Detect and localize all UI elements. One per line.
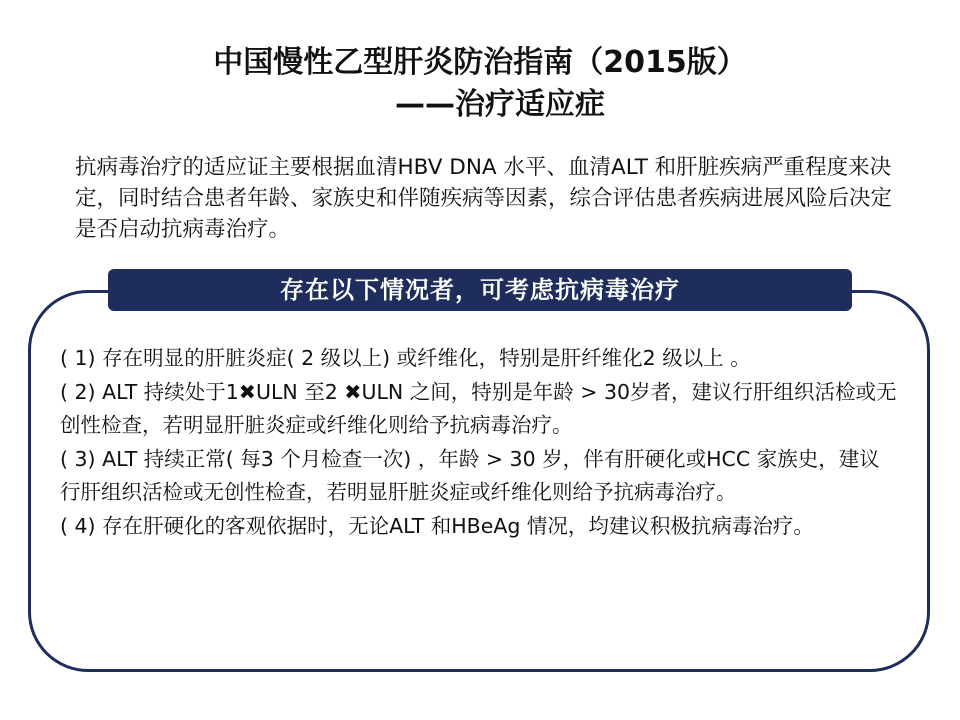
criteria-item-2: ( 2) ALT 持续处于1✖ULN 至2 ✖ULN 之间，特别是年龄 > 30岁者，建议行肝组织活检或无创性检查，若明显肝脏炎症或纤维化则给予抗病毒治疗。 — [60, 379, 897, 437]
criteria-item-1: ( 1) 存在明显的肝脏炎症( 2 级以上) 或纤维化，特别是肝纤维化2 级以上 。 — [60, 346, 751, 370]
criteria-banner: 存在以下情况者，可考虑抗病毒治疗 — [108, 269, 852, 311]
title-main: 中国慢性乙型肝炎防治指南（2015版） — [213, 45, 747, 80]
page-title — [0, 42, 960, 126]
intro-paragraph: 抗病毒治疗的适应证主要根据血清HBV DNA 水平、血清ALT 和肝脏疾病严重程度来决定，同时结合患者年龄、家族史和伴随疾病等因素，综合评估患者疾病进展风险后决定是否启动抗病毒治疗。 — [75, 155, 893, 242]
criteria-list — [60, 342, 900, 543]
criteria-item-4: ( 4) 存在肝硬化的客观依据时，无论ALT 和HBeAg 情况，均建议积极抗病毒治疗。 — [60, 513, 814, 538]
criteria-item-3: ( 3) ALT 持续正常( 每3 个月检查一次) ，年龄 > 30 岁，伴有肝硬化或HCC 家族史，建议行肝组织活检或无创性检查，若明显肝脏炎症或纤维化则给予抗病毒治疗。 — [60, 446, 880, 504]
title-subtitle: ——治疗适应症 — [395, 87, 605, 122]
